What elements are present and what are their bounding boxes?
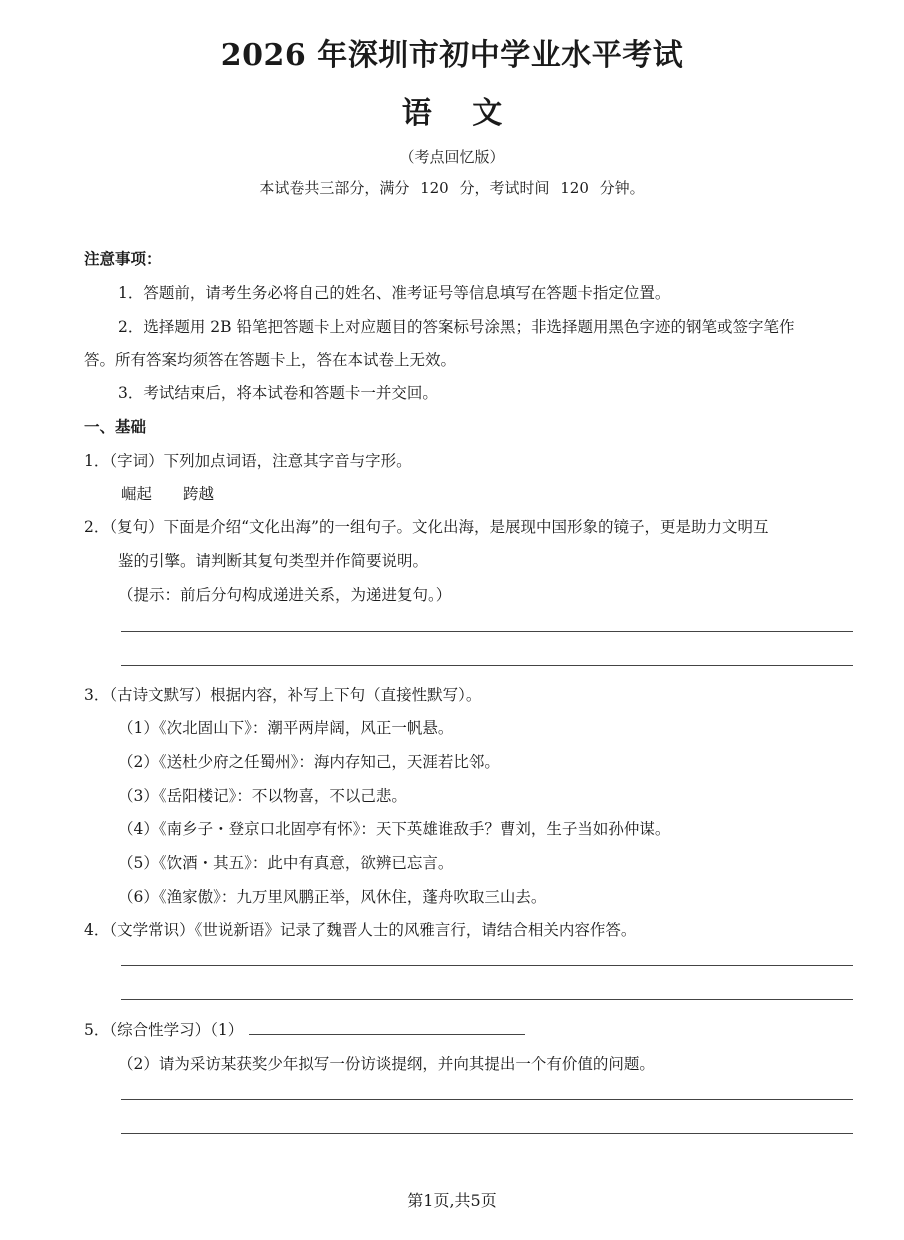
question-5-stem-text: 5．（综合性学习）（1） (84, 1021, 244, 1039)
answer-line[interactable] (121, 1099, 853, 1100)
notice-heading: 注意事项： (84, 249, 162, 268)
question-3-item-4: （4）《南乡子・登京口北固亭有怀》：天下英雄谁敌手？曹刘，生子当如孙仲谋。 (118, 820, 671, 838)
exam-info: 本试卷共三部分，满分 120 分，考试时间 120 分钟。 (259, 179, 645, 197)
notice-item-3: 3．考试结束后，将本试卷和答题卡一并交回。 (118, 384, 438, 402)
question-3-item-5: （5）《饮酒・其五》：此中有真意，欲辨已忘言。 (118, 854, 454, 872)
question-1-stem: 1．（字词）下列加点词语，注意其字音与字形。 (84, 452, 412, 470)
answer-line[interactable] (121, 665, 853, 666)
question-2-stem-line-1: 2．（复句）下面是介绍“文化出海”的一组句子。文化出海，是展现中国形象的镜子，更是助力文明互 (84, 518, 769, 536)
notice-item-2-line-1: 2．选择题用 2B 铅笔把答题卡上对应题目的答案标号涂黑；非选择题用黑色字迹的钢笔或签字笔作 (118, 318, 795, 336)
question-3-stem: 3．（古诗文默写）根据内容，补写上下句（直接性默写）。 (84, 686, 482, 704)
exam-title: 2026 年深圳市初中学业水平考试 (220, 38, 684, 73)
answer-line[interactable] (121, 1133, 853, 1134)
edition-label: （考点回忆版） (399, 148, 505, 166)
page-number: 第1页,共5页 (407, 1191, 497, 1210)
question-3-item-6: （6）《渔家傲》：九万里风鹏正举，风休住，蓬舟吹取三山去。 (118, 888, 547, 906)
question-2-hint: （提示：前后分句构成递进关系，为递进复句。） (118, 586, 452, 604)
question-1-words: 崛起 跨越 (121, 485, 215, 503)
answer-line[interactable] (121, 631, 853, 632)
question-3-item-2: （2）《送杜少府之任蜀州》：海内存知己，天涯若比邻。 (118, 753, 500, 771)
notice-item-2-line-2: 答。所有答案均须答在答题卡上，答在本试卷上无效。 (84, 351, 457, 369)
answer-line[interactable] (121, 999, 853, 1000)
question-4-stem: 4．（文学常识）《世说新语》记录了魏晋人士的风雅言行，请结合相关内容作答。 (84, 921, 637, 939)
notice-item-1: 1．答题前，请考生务必将自己的姓名、准考证号等信息填写在答题卡指定位置。 (118, 284, 671, 302)
inline-answer-blank[interactable] (249, 1020, 525, 1035)
subject-title: 语 文 (401, 96, 503, 131)
section-heading: 一、基础 (84, 417, 147, 436)
answer-line[interactable] (121, 965, 853, 966)
question-2-stem-line-2: 鉴的引擎。请判断其复句类型并作简要说明。 (118, 552, 429, 570)
question-3-item-3: （3）《岳阳楼记》：不以物喜，不以己悲。 (118, 787, 407, 805)
question-5-stem (84, 1018, 525, 1040)
question-3-item-1: （1）《次北固山下》：潮平两岸阔，风正一帆悬。 (118, 719, 454, 737)
question-5-part-2: （2）请为采访某获奖少年拟写一份访谈提纲，并向其提出一个有价值的问题。 (118, 1055, 655, 1073)
